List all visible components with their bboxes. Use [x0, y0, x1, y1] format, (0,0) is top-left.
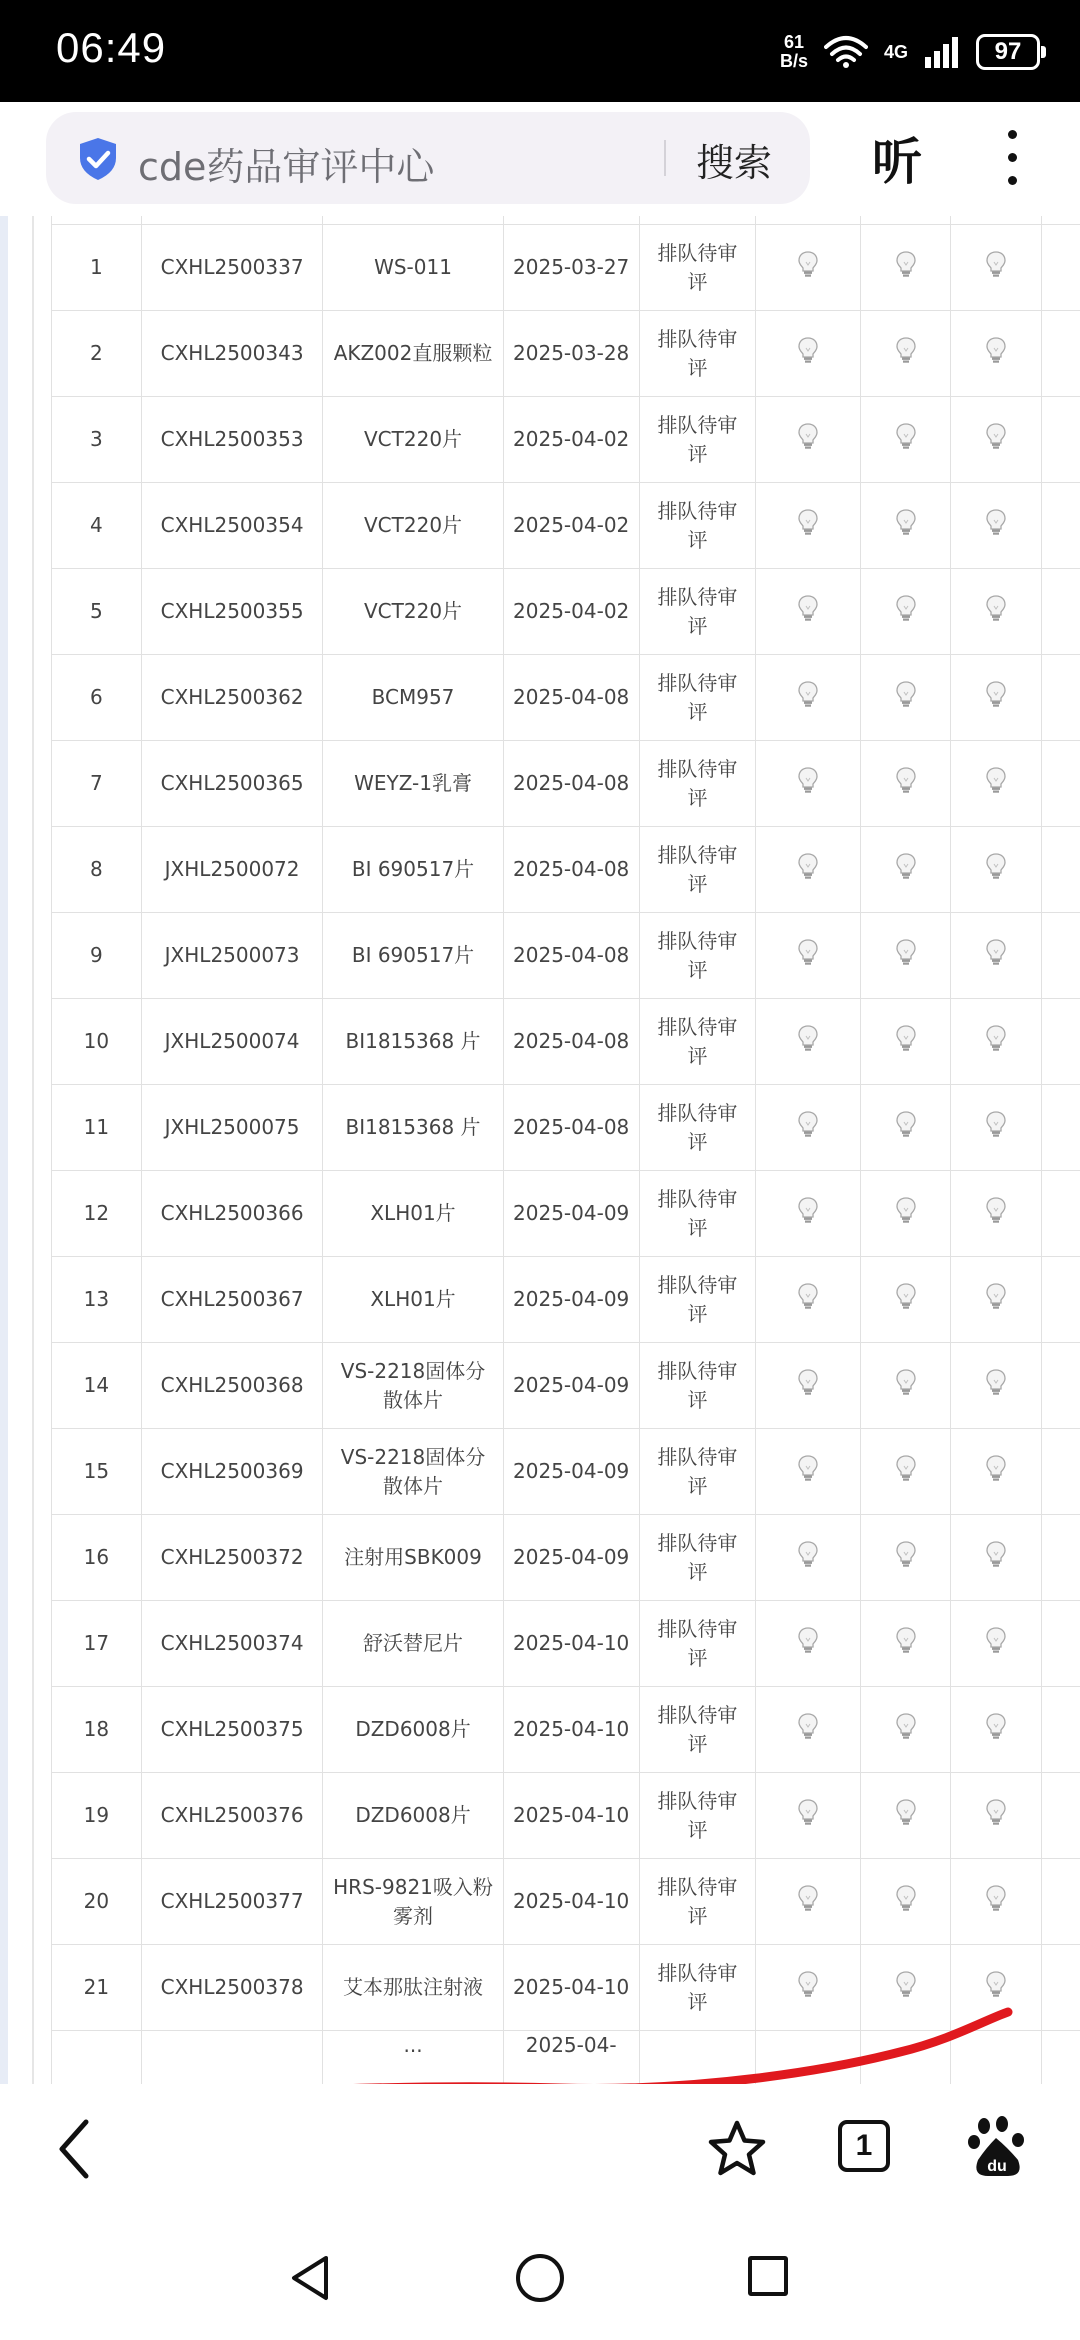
row-index: 1 [52, 225, 142, 311]
lightbulb-icon[interactable] [985, 1033, 1007, 1057]
drug-name: ... [323, 2031, 503, 2085]
review-status: 排队待审评 [639, 1773, 756, 1859]
acceptance-number: CXHL2500377 [141, 1859, 323, 1945]
review-status: 排队待审评 [639, 1945, 756, 2031]
review-queue-table [51, 216, 1080, 2084]
table-row[interactable] [52, 1515, 1080, 1601]
lightbulb-icon[interactable] [895, 1979, 917, 2003]
lightbulb-icon[interactable] [797, 1119, 819, 1143]
table-row[interactable] [52, 1429, 1080, 1515]
wifi-icon [824, 35, 868, 69]
lightbulb-icon[interactable] [895, 345, 917, 369]
extra-column-cell [1041, 1515, 1080, 1601]
row-index: 20 [52, 1859, 142, 1945]
acceptance-date: 2025-04-10 [503, 1859, 639, 1945]
acceptance-date: 2025-04-10 [503, 1601, 639, 1687]
acceptance-number: CXHL2500367 [141, 1257, 323, 1343]
lightbulb-icon[interactable] [797, 517, 819, 541]
battery-indicator: 97 [976, 34, 1040, 70]
baidu-paw-icon[interactable] [966, 2114, 1028, 2180]
table-cell [951, 2031, 1042, 2085]
lightbulb-icon[interactable] [797, 1549, 819, 1573]
extra-column-cell [1041, 655, 1080, 741]
acceptance-number: CXHL2500362 [141, 655, 323, 741]
extra-column-cell [1041, 569, 1080, 655]
tabs-icon[interactable]: 1 [838, 2120, 890, 2172]
status-icons [780, 28, 1040, 76]
lightbulb-icon[interactable] [985, 1979, 1007, 2003]
review-status: 排队待审评 [639, 1171, 756, 1257]
lightbulb-icon[interactable] [895, 259, 917, 283]
extra-column-cell [1041, 397, 1080, 483]
lightbulb-icon[interactable] [985, 1463, 1007, 1487]
table-body [52, 216, 1080, 2084]
table-row[interactable] [52, 827, 1080, 913]
acceptance-number: CXHL2500337 [141, 225, 323, 311]
row-index: 8 [52, 827, 142, 913]
lightbulb-icon[interactable] [985, 689, 1007, 713]
row-index: 21 [52, 1945, 142, 2031]
acceptance-number: CXHL2500343 [141, 311, 323, 397]
row-index: 18 [52, 1687, 142, 1773]
drug-name: VS-2218固体分散体片 [323, 1343, 503, 1429]
drug-name: BI1815368 片 [323, 999, 503, 1085]
lightbulb-icon[interactable] [797, 1635, 819, 1659]
acceptance-number: CXHL2500354 [141, 483, 323, 569]
lightbulb-icon[interactable] [985, 861, 1007, 885]
table-row[interactable] [52, 1773, 1080, 1859]
acceptance-date: 2025-04-08 [503, 741, 639, 827]
search-button[interactable]: 搜索 [696, 132, 772, 187]
table-row[interactable] [52, 1601, 1080, 1687]
drug-name: BI1815368 片 [323, 1085, 503, 1171]
extra-column-cell [1041, 1601, 1080, 1687]
acceptance-number: JXHL2500074 [141, 999, 323, 1085]
lightbulb-icon[interactable] [895, 1119, 917, 1143]
table-row[interactable] [52, 225, 1080, 311]
table-row[interactable] [52, 569, 1080, 655]
acceptance-number: JXHL2500073 [141, 913, 323, 999]
row-index: 13 [52, 1257, 142, 1343]
acceptance-number: JXHL2500072 [141, 827, 323, 913]
acceptance-number: CXHL2500376 [141, 1773, 323, 1859]
system-nav-bar [0, 2214, 1080, 2340]
extra-column-cell [1041, 311, 1080, 397]
lightbulb-icon[interactable] [895, 603, 917, 627]
lightbulb-icon[interactable] [797, 1807, 819, 1831]
row-index: 16 [52, 1515, 142, 1601]
browser-top-bar [0, 102, 1080, 216]
lightbulb-icon[interactable] [797, 1463, 819, 1487]
review-status: 排队待审评 [639, 483, 756, 569]
extra-column-cell [1041, 741, 1080, 827]
table-row[interactable] [52, 397, 1080, 483]
drug-name: WEYZ-1乳膏 [323, 741, 503, 827]
review-status: 排队待审评 [639, 913, 756, 999]
acceptance-date: 2025-04-10 [503, 1687, 639, 1773]
table-row[interactable] [52, 1945, 1080, 2031]
lightbulb-icon[interactable] [895, 1893, 917, 1917]
lightbulb-icon[interactable] [985, 1635, 1007, 1659]
extra-column-cell [1041, 1429, 1080, 1515]
acceptance-date: 2025-04-09 [503, 1343, 639, 1429]
review-status: 排队待审评 [639, 1429, 756, 1515]
signal-icon [924, 35, 960, 69]
search-divider [664, 140, 666, 176]
extra-column-cell [1041, 1773, 1080, 1859]
row-index: 7 [52, 741, 142, 827]
table-row[interactable] [52, 1687, 1080, 1773]
lightbulb-icon[interactable] [985, 1721, 1007, 1745]
acceptance-date: 2025-04-09 [503, 1257, 639, 1343]
lightbulb-icon[interactable] [895, 1377, 917, 1401]
lightbulb-icon[interactable] [895, 775, 917, 799]
lightbulb-icon[interactable] [985, 603, 1007, 627]
acceptance-date: 2025-04-08 [503, 1085, 639, 1171]
lightbulb-icon[interactable] [895, 1635, 917, 1659]
review-status: 排队待审评 [639, 1859, 756, 1945]
row-index: 5 [52, 569, 142, 655]
left-divider [32, 216, 34, 2084]
left-rail [0, 216, 8, 2084]
row-index: 11 [52, 1085, 142, 1171]
lightbulb-icon[interactable] [895, 1033, 917, 1057]
extra-column-cell [1041, 1687, 1080, 1773]
table-row[interactable] [52, 1859, 1080, 1945]
table-cell [860, 2031, 951, 2085]
review-status: 排队待审评 [639, 1687, 756, 1773]
star-icon[interactable] [706, 2118, 768, 2180]
row-index: 10 [52, 999, 142, 1085]
acceptance-number: CXHL2500353 [141, 397, 323, 483]
table-row[interactable] [52, 311, 1080, 397]
acceptance-number: CXHL2500378 [141, 1945, 323, 2031]
drug-name: XLH01片 [323, 1171, 503, 1257]
row-index: 15 [52, 1429, 142, 1515]
table-cell [141, 2031, 323, 2085]
listen-button[interactable]: 听 [872, 133, 922, 191]
drug-name: BI 690517片 [323, 827, 503, 913]
review-status: 排队待审评 [639, 827, 756, 913]
net-speed-value: 61 [783, 32, 804, 52]
extra-column-cell [1041, 1171, 1080, 1257]
acceptance-date: 2025-03-27 [503, 225, 639, 311]
lightbulb-icon[interactable] [895, 1291, 917, 1315]
table-cell [639, 2031, 756, 2085]
row-index: 9 [52, 913, 142, 999]
table-header-tail [52, 216, 1080, 225]
extra-column-cell [1041, 913, 1080, 999]
acceptance-date: 2025-04-09 [503, 1171, 639, 1257]
table-cell [756, 2031, 861, 2085]
acceptance-date: 2025-04-08 [503, 999, 639, 1085]
lightbulb-icon[interactable] [797, 431, 819, 455]
lightbulb-icon[interactable] [895, 1549, 917, 1573]
acceptance-date: 2025-04-09 [503, 1429, 639, 1515]
review-status: 排队待审评 [639, 1085, 756, 1171]
drug-name: VCT220片 [323, 397, 503, 483]
extra-column-cell [1041, 225, 1080, 311]
lightbulb-icon[interactable] [797, 1893, 819, 1917]
acceptance-date: 2025-04-02 [503, 483, 639, 569]
acceptance-date: 2025-04-08 [503, 827, 639, 913]
lightbulb-icon[interactable] [985, 1205, 1007, 1229]
network-type: 4G [883, 41, 908, 62]
lightbulb-icon[interactable] [797, 689, 819, 713]
drug-name: 艾本那肽注射液 [323, 1945, 503, 2031]
drug-name: 舒沃替尼片 [323, 1601, 503, 1687]
lightbulb-icon[interactable] [985, 1893, 1007, 1917]
table-row[interactable] [52, 655, 1080, 741]
table-cell [1041, 2031, 1080, 2085]
lightbulb-icon[interactable] [895, 1721, 917, 1745]
drug-name: AKZ002直服颗粒 [323, 311, 503, 397]
acceptance-number: CXHL2500374 [141, 1601, 323, 1687]
lightbulb-icon[interactable] [985, 947, 1007, 971]
row-index: 12 [52, 1171, 142, 1257]
drug-name: VS-2218固体分散体片 [323, 1429, 503, 1515]
lightbulb-icon[interactable] [895, 1807, 917, 1831]
row-index: 2 [52, 311, 142, 397]
row-index: 19 [52, 1773, 142, 1859]
acceptance-number: CXHL2500355 [141, 569, 323, 655]
review-status: 排队待审评 [639, 311, 756, 397]
shield-icon [76, 136, 120, 182]
extra-column-cell [1041, 1085, 1080, 1171]
drug-name: DZD6008片 [323, 1773, 503, 1859]
web-page-content [0, 216, 1080, 2084]
row-index: 17 [52, 1601, 142, 1687]
acceptance-date: 2025-04-02 [503, 569, 639, 655]
net-speed-unit: B/s [779, 51, 808, 71]
back-icon[interactable] [52, 2116, 102, 2182]
lightbulb-icon[interactable] [797, 861, 819, 885]
table-row-partial [52, 2031, 1080, 2085]
acceptance-date: 2025-04-08 [503, 913, 639, 999]
lightbulb-icon[interactable] [895, 947, 917, 971]
lightbulb-icon[interactable] [797, 1377, 819, 1401]
review-status: 排队待审评 [639, 999, 756, 1085]
nav-recent-apps-icon[interactable] [748, 2256, 788, 2296]
lightbulb-icon[interactable] [985, 775, 1007, 799]
table-row[interactable] [52, 1171, 1080, 1257]
acceptance-date: 2025-04-10 [503, 1945, 639, 2031]
extra-column-cell [1041, 1859, 1080, 1945]
acceptance-number: CXHL2500372 [141, 1515, 323, 1601]
lightbulb-icon[interactable] [895, 431, 917, 455]
table-row[interactable] [52, 913, 1080, 999]
lightbulb-icon[interactable] [797, 345, 819, 369]
lightbulb-icon[interactable] [985, 1291, 1007, 1315]
drug-name: BCM957 [323, 655, 503, 741]
review-status: 排队待审评 [639, 569, 756, 655]
more-menu-icon[interactable] [1006, 130, 1018, 186]
review-status: 排队待审评 [639, 397, 756, 483]
lightbulb-icon[interactable] [797, 603, 819, 627]
acceptance-number: CXHL2500368 [141, 1343, 323, 1429]
extra-column-cell [1041, 1945, 1080, 2031]
acceptance-date: 2025-04- [503, 2031, 639, 2085]
extra-column-cell [1041, 827, 1080, 913]
acceptance-number: CXHL2500375 [141, 1687, 323, 1773]
acceptance-date: 2025-04-10 [503, 1773, 639, 1859]
lightbulb-icon[interactable] [797, 1205, 819, 1229]
table-row[interactable] [52, 741, 1080, 827]
lightbulb-icon[interactable] [797, 947, 819, 971]
row-index: 4 [52, 483, 142, 569]
lightbulb-icon[interactable] [985, 259, 1007, 283]
table-row[interactable] [52, 1085, 1080, 1171]
acceptance-date: 2025-04-08 [503, 655, 639, 741]
status-time: 06:49 [56, 24, 167, 71]
lightbulb-icon[interactable] [895, 1205, 917, 1229]
row-index: 14 [52, 1343, 142, 1429]
review-status: 排队待审评 [639, 1601, 756, 1687]
nav-back-icon[interactable] [286, 2252, 336, 2304]
table-row[interactable] [52, 1343, 1080, 1429]
lightbulb-icon[interactable] [797, 1721, 819, 1745]
lightbulb-icon[interactable] [895, 517, 917, 541]
table-row[interactable] [52, 483, 1080, 569]
acceptance-date: 2025-03-28 [503, 311, 639, 397]
lightbulb-icon[interactable] [895, 1463, 917, 1487]
acceptance-number: CXHL2500365 [141, 741, 323, 827]
lightbulb-icon[interactable] [797, 1291, 819, 1315]
review-status: 排队待审评 [639, 741, 756, 827]
acceptance-number: CXHL2500366 [141, 1171, 323, 1257]
acceptance-date: 2025-04-09 [503, 1515, 639, 1601]
net-speed [780, 33, 808, 71]
drug-name: WS-011 [323, 225, 503, 311]
lightbulb-icon[interactable] [797, 1033, 819, 1057]
nav-home-icon[interactable] [516, 2254, 564, 2302]
lightbulb-icon[interactable] [797, 1979, 819, 2003]
lightbulb-icon[interactable] [895, 861, 917, 885]
lightbulb-icon[interactable] [985, 517, 1007, 541]
lightbulb-icon[interactable] [797, 259, 819, 283]
drug-name: BI 690517片 [323, 913, 503, 999]
lightbulb-icon[interactable] [985, 1377, 1007, 1401]
drug-name: VCT220片 [323, 569, 503, 655]
acceptance-number: JXHL2500075 [141, 1085, 323, 1171]
svg-text:du: du [987, 2158, 1007, 2175]
drug-name: XLH01片 [323, 1257, 503, 1343]
extra-column-cell [1041, 483, 1080, 569]
extra-column-cell [1041, 1343, 1080, 1429]
lightbulb-icon[interactable] [985, 1549, 1007, 1573]
drug-name: DZD6008片 [323, 1687, 503, 1773]
acceptance-date: 2025-04-02 [503, 397, 639, 483]
row-index: 6 [52, 655, 142, 741]
address-bar[interactable] [46, 112, 810, 204]
review-status: 排队待审评 [639, 1515, 756, 1601]
table-row[interactable] [52, 999, 1080, 1085]
extra-column-cell [1041, 1257, 1080, 1343]
drug-name: HRS-9821吸入粉雾剂 [323, 1859, 503, 1945]
lightbulb-icon[interactable] [985, 431, 1007, 455]
review-status: 排队待审评 [639, 655, 756, 741]
review-status: 排队待审评 [639, 1343, 756, 1429]
drug-name: 注射用SBK009 [323, 1515, 503, 1601]
review-status: 排队待审评 [639, 1257, 756, 1343]
row-index: 3 [52, 397, 142, 483]
search-query-text[interactable]: cde药品审评中心 [138, 145, 435, 189]
browser-bottom-toolbar [0, 2084, 1080, 2214]
lightbulb-icon[interactable] [985, 345, 1007, 369]
acceptance-number: CXHL2500369 [141, 1429, 323, 1515]
lightbulb-icon[interactable] [895, 689, 917, 713]
table-row[interactable] [52, 1257, 1080, 1343]
review-status: 排队待审评 [639, 225, 756, 311]
lightbulb-icon[interactable] [797, 775, 819, 799]
lightbulb-icon[interactable] [985, 1807, 1007, 1831]
lightbulb-icon[interactable] [985, 1119, 1007, 1143]
status-bar [0, 0, 1080, 102]
extra-column-cell [1041, 999, 1080, 1085]
table-cell [52, 2031, 142, 2085]
drug-name: VCT220片 [323, 483, 503, 569]
